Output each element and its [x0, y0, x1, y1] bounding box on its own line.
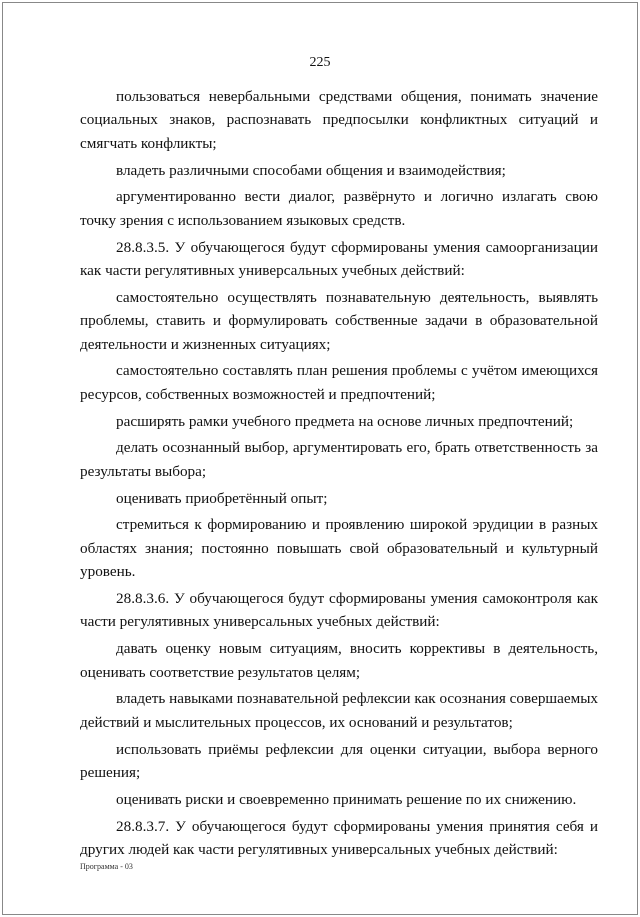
paragraph: 28.8.3.6. У обучающегося будут сформированы умения самоконтроля как части регулятивных универсальных учебных действий:	[80, 590, 598, 631]
paragraph: самостоятельно составлять план решения проблемы с учётом имеющихся ресурсов, собственных возможностей и предпочтений;	[80, 362, 598, 403]
paragraph: владеть навыками познавательной рефлексии как осознания совершаемых действий и мыслительных процессов, их оснований и результатов;	[80, 690, 598, 731]
paragraph: оценивать риски и своевременно принимать решение по их снижению.	[116, 790, 577, 808]
paragraph: самостоятельно осуществлять познавательную деятельность, выявлять проблемы, ставить и формулировать собственные задачи в образовательной деятельности и жизненных ситуациях;	[80, 288, 598, 353]
footer-note: Программа - 03	[80, 862, 133, 871]
paragraph: пользоваться невербальными средствами общения, понимать значение социальных знаков, распознавать предпосылки конфликтных ситуаций и смягчать конфликты;	[80, 88, 598, 152]
paragraph: использовать приёмы рефлексии для оценки ситуации, выбора верного решения;	[80, 740, 598, 782]
paragraph: делать осознанный выбор, аргументировать его, брать ответственность за результаты выбора;	[80, 439, 598, 480]
paragraph: давать оценку новым ситуациям, вносить коррективы в деятельность, оценивать соответствие результатов целям;	[80, 640, 598, 681]
paragraph: 28.8.3.5. У обучающегося будут сформированы умения самоорганизации как части регулятивных универсальных учебных действий:	[80, 238, 598, 280]
paragraph: аргументированно вести диалог, развёрнуто и логично излагать свою точку зрения с использованием языковых средств.	[80, 188, 598, 229]
paragraph: расширять рамки учебного предмета на основе личных предпочтений;	[116, 412, 574, 430]
paragraph: 28.8.3.7. У обучающегося будут сформированы умения принятия себя и других людей как части регулятивных универсальных учебных действий:	[80, 817, 598, 859]
document-body	[80, 85, 598, 861]
paragraph: стремиться к формированию и проявлению широкой эрудиции в разных областях знания; постоянно повышать свой образовательный и культурный уровень.	[80, 516, 598, 581]
page-number: 225	[309, 55, 331, 70]
paragraph: оценивать приобретённый опыт;	[116, 489, 328, 507]
paragraph: владеть различными способами общения и взаимодействия;	[116, 161, 506, 179]
